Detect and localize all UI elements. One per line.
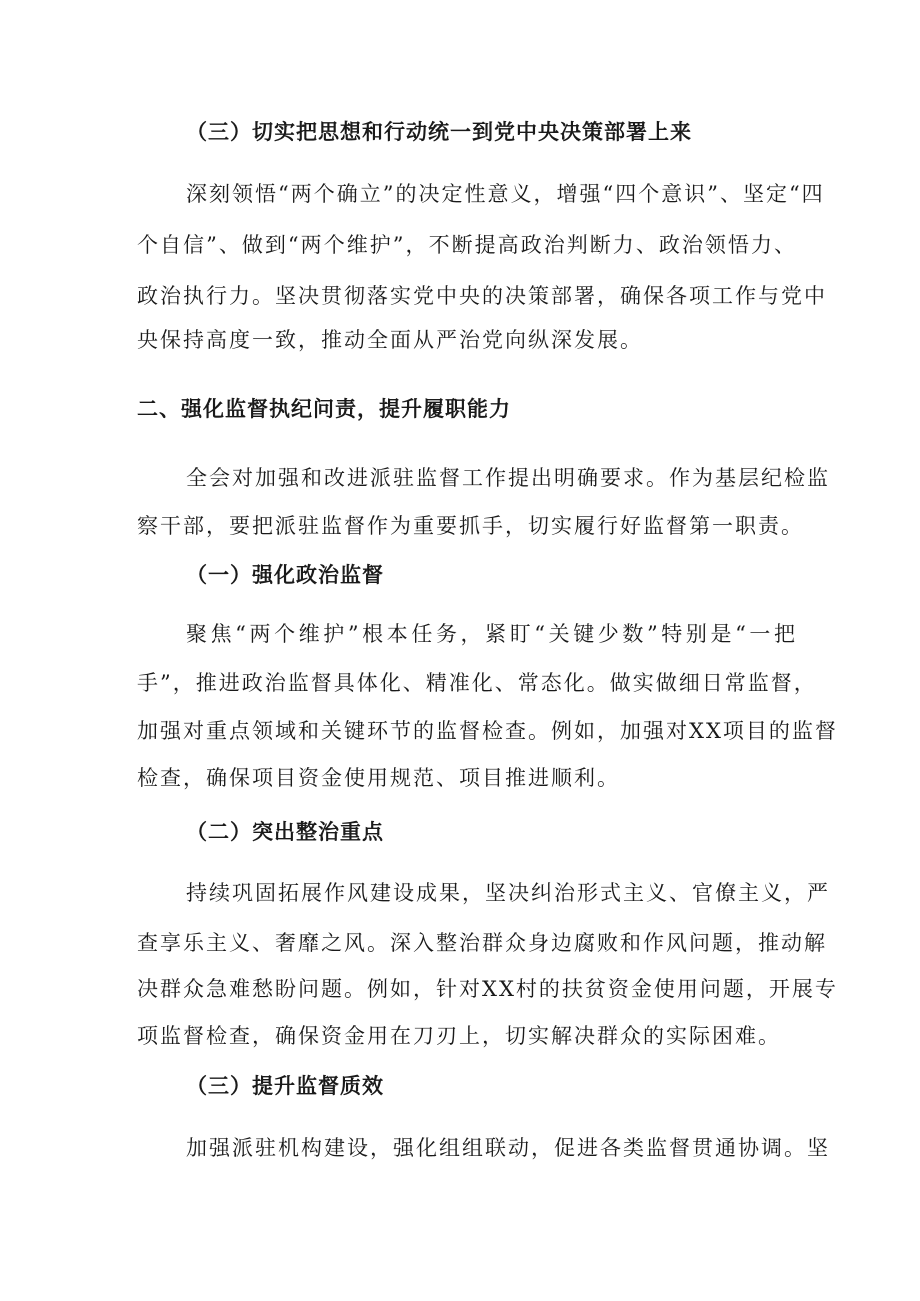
paragraph-line: 持续巩固拓展作风建设成果，坚决纠治形式主义、官僚主义，严: [186, 881, 830, 905]
paragraph-line: 察干部，要把派驻监督作为重要抓手，切实履行好监督第一职责。: [137, 514, 804, 538]
paragraph-line: 加强派驻机构建设，强化组组联动，促进各类监督贯通协调。坚: [186, 1136, 830, 1160]
subsection-heading-political-supervision: （一）强化政治监督: [186, 563, 384, 587]
paragraph-line: 央保持高度一致，推动全面从严治党向纵深发展。: [137, 328, 643, 352]
paragraph-line: 深刻领悟“两个确立”的决定性意义，增强“四个意识”、坚定“四: [186, 182, 825, 206]
paragraph-line: 手”，推进政治监督具体化、精准化、常态化。做实做细日常监督，: [137, 671, 817, 695]
section-heading-implement-decisions: （三）切实把思想和行动统一到党中央决策部署上来: [186, 120, 692, 144]
paragraph-line: 加强对重点领域和关键环节的监督检查。例如，加强对XX项目的监督: [137, 719, 838, 743]
subsection-heading-supervision-effectiveness: （三）提升监督质效: [186, 1074, 384, 1098]
paragraph-line: 聚焦“两个维护”根本任务，紧盯“关键少数”特别是“一把: [186, 622, 797, 646]
paragraph-line: 个自信”、做到“两个维护”，不断提高政治判断力、政治领悟力、: [137, 233, 797, 257]
subsection-heading-rectification-focus: （二）突出整治重点: [186, 820, 384, 844]
paragraph-line: 检查，确保项目资金使用规范、项目推进顺利。: [137, 766, 620, 790]
paragraph-line: 政治执行力。坚决贯彻落实党中央的决策部署，确保各项工作与党中: [137, 284, 827, 308]
paragraph-line: 决群众急难愁盼问题。例如，针对XX村的扶贫资金使用问题，开展专: [137, 977, 838, 1001]
section-heading-strengthen-supervision: 二、强化监督执纪问责，提升履职能力: [137, 397, 511, 421]
paragraph-line: 查享乐主义、奢靡之风。深入整治群众身边腐败和作风问题，推动解: [137, 931, 827, 955]
paragraph-line: 全会对加强和改进派驻监督工作提出明确要求。作为基层纪检监: [186, 466, 830, 490]
paragraph-line: 项监督检查，确保资金用在刀刃上，切实解决群众的实际困难。: [137, 1024, 781, 1048]
